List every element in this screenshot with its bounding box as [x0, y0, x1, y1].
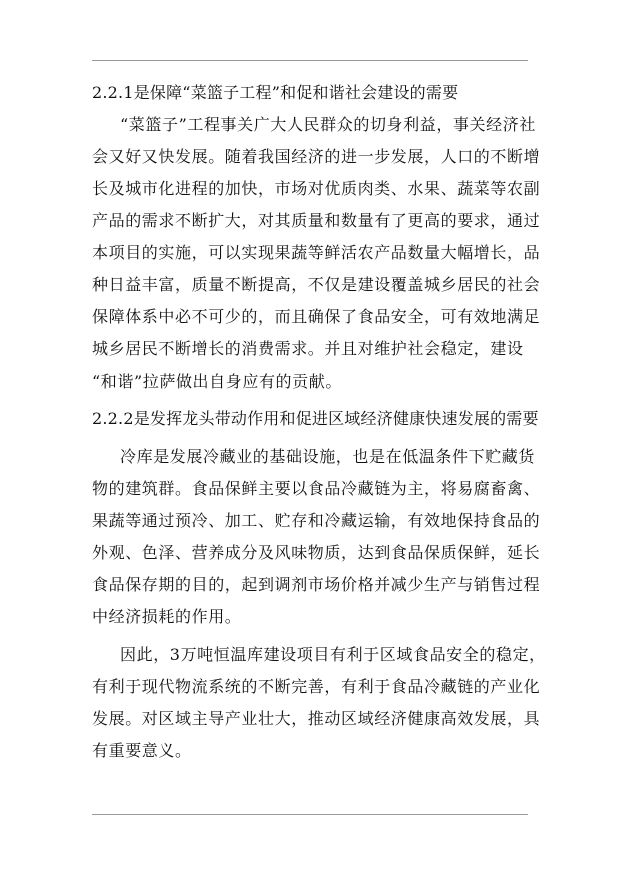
paragraph-line: 发展。对区域主导产业壮大，推动区域经济健康高效发展，具 [92, 709, 541, 728]
paragraph-line: 中经济损耗的作用。 [92, 607, 242, 626]
paragraph-line: 种日益丰富，质量不断提高，不仅是建设覆盖城乡居民的社会 [92, 275, 541, 294]
page-bottom-rule [92, 814, 528, 815]
paragraph-line: 物的建筑群。食品保鲜主要以食品冷藏链为主，将易腐畜禽、 [92, 479, 541, 498]
paragraph-line: 有重要意义。 [92, 741, 192, 760]
paragraph-line: 会又好又快发展。随着我国经济的进一步发展，人口的不断增 [92, 147, 541, 166]
paragraph-line: 城乡居民不断增长的消费需求。并且对维护社会稳定，建设 [92, 339, 524, 358]
page-top-rule [92, 60, 528, 61]
paragraph-line: 果蔬等通过预冷、加工、贮存和冷藏运输，有效地保持食品的 [92, 511, 541, 530]
paragraph-line: 有利于现代物流系统的不断完善，有利于食品冷藏链的产业化 [92, 677, 541, 696]
paragraph-line: 产品的需求不断扩大，对其质量和数量有了更高的要求，通过 [92, 211, 541, 230]
paragraph-line: 长及城市化进程的加快，市场对优质肉类、水果、蔬菜等农副 [92, 179, 541, 198]
paragraph-line: “和谐”拉萨做出自身应有的贡献。 [92, 372, 342, 391]
paragraph-line: 冷库是发展冷藏业的基础设施，也是在低温条件下贮藏货 [120, 447, 536, 466]
paragraph-line: 因此，3万吨恒温库建设项目有利于区域食品安全的稳定， [120, 645, 546, 664]
section-heading-2-2-1: 2.2.1是保障“菜篮子工程”和促和谐社会建设的需要 [92, 83, 459, 102]
paragraph-line: 食品保存期的目的，起到调剂市场价格并减少生产与销售过程 [92, 575, 541, 594]
paragraph-line: 外观、色泽、营养成分及风味物质，达到食品保质保鲜，延长 [92, 543, 541, 562]
paragraph-line: “菜篮子”工程事关广大人民群众的切身利益，事关经济社 [120, 115, 536, 134]
paragraph-line: 保障体系中必不可少的，而且确保了食品安全，可有效地满足 [92, 307, 541, 326]
section-heading-2-2-2: 2.2.2是发挥龙头带动作用和促进区域经济健康快速发展的需要 [92, 409, 539, 428]
paragraph-line: 本项目的实施，可以实现果蔬等鲜活农产品数量大幅增长，品 [92, 243, 541, 262]
